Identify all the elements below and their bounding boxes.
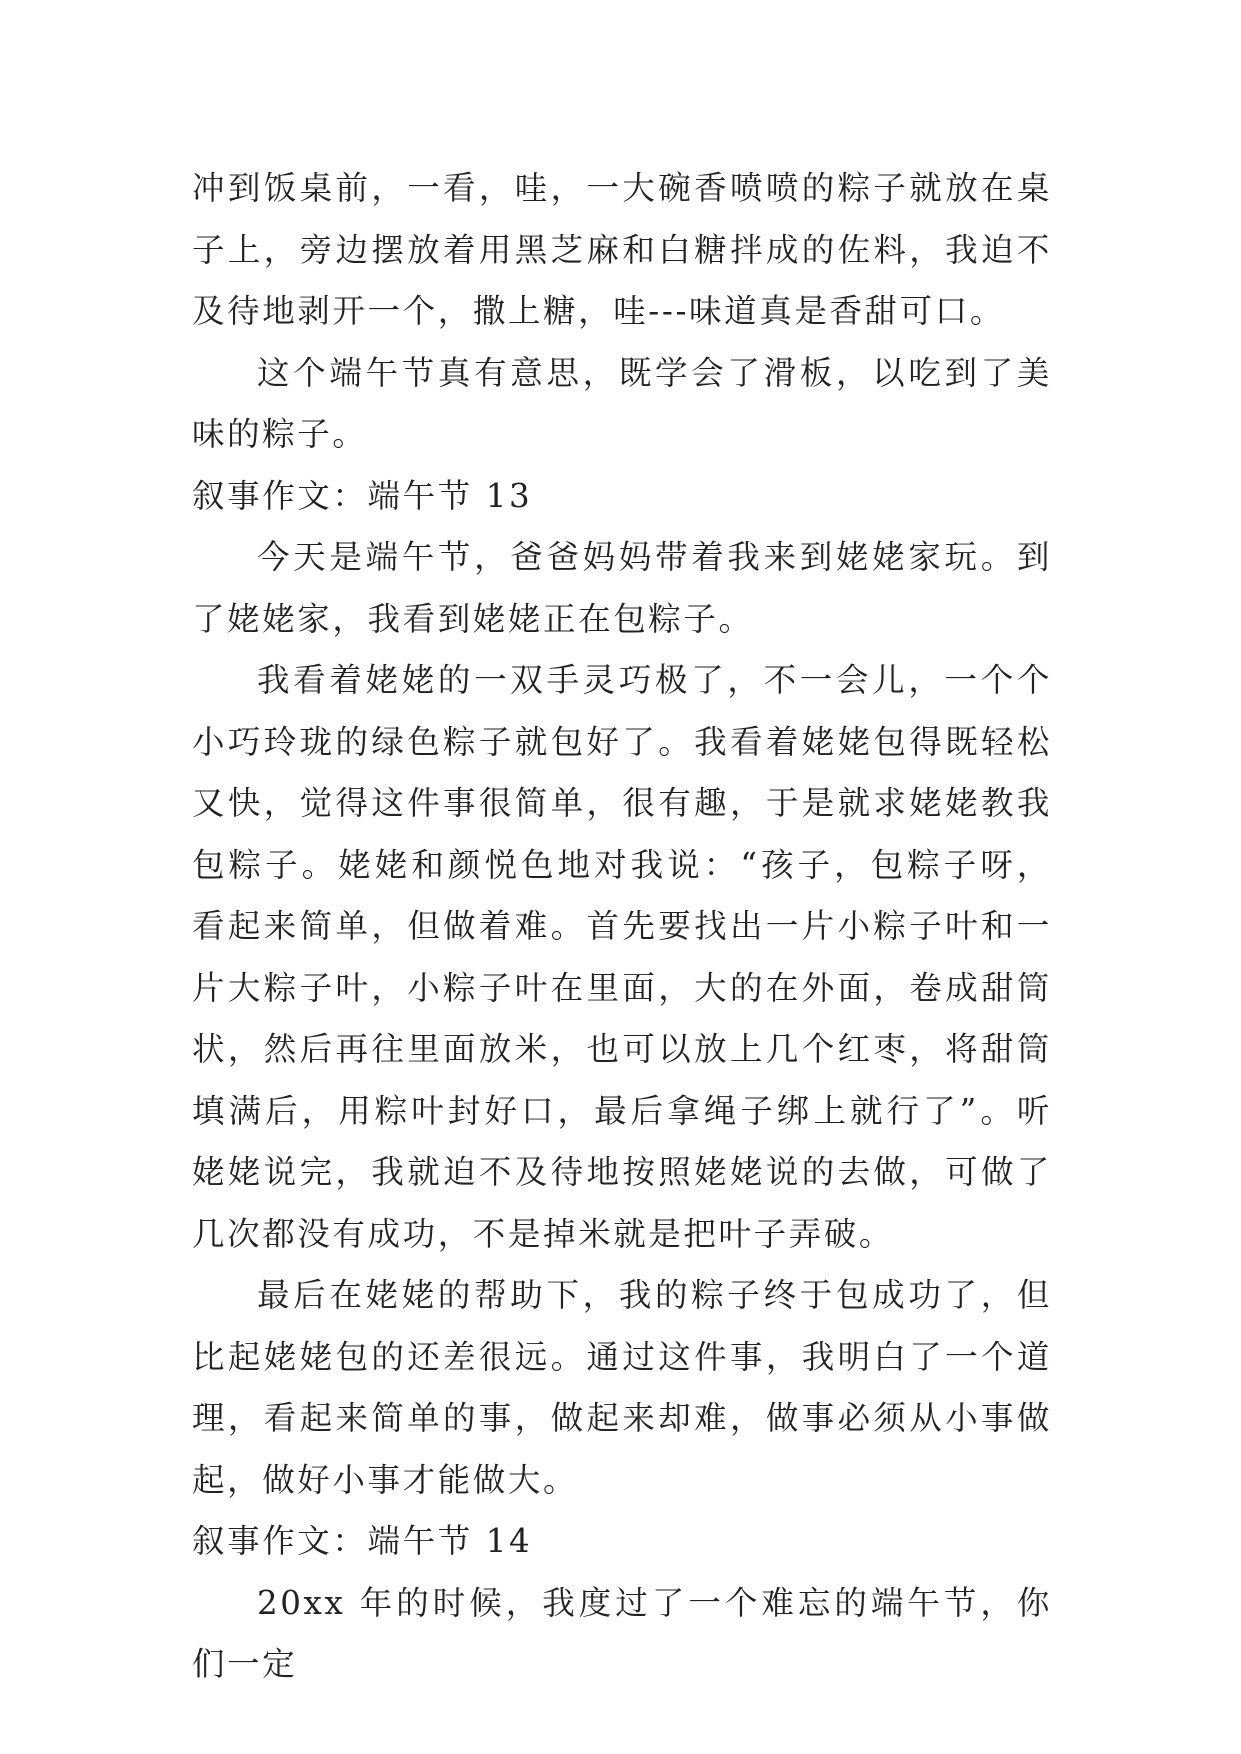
essay-heading-13: 叙事作文：端午节 13 bbox=[192, 476, 533, 515]
paragraph-body-13: 我看着姥姥的一双手灵巧极了，不一会儿，一个个小巧玲珑的绿色粽子就包好了。我看着姥姥包得既轻松又快，觉得这件事很简单，很有趣，于是就求姥姥教我包粽子。姥姥和颜悦色地对我说：“孩子，包粽子呀，看起来简单，但做着难。首先要找出一片小粽子叶和一片大粽子叶，小粽子叶在里面，大的在外面，卷成甜筒状，然后再往里面放米，也可以放上几个红枣，将甜筒填满后，用粽叶封好口，最后拿绳子绑上就行了”。听姥姥说完，我就迫不及待地按照姥姥说的去做，可做了几次都没有成功，不是掉米就是把叶子弄破。 bbox=[192, 661, 1052, 1253]
document-body bbox=[192, 158, 1052, 1696]
paragraph-conclusion-13: 最后在姥姥的帮助下，我的粽子终于包成功了，但比起姥姥包的还差很远。通过这件事，我明白了一个道理，看起来简单的事，做起来却难，做事必须从小事做起，做好小事才能做大。 bbox=[192, 1276, 1052, 1499]
paragraph-intro-14: 20xx 年的时候，我度过了一个难忘的端午节，你们一定 bbox=[192, 1583, 1052, 1683]
paragraph-intro-13: 今天是端午节，爸爸妈妈带着我来到姥姥家玩。到了姥姥家，我看到姥姥正在包粽子。 bbox=[192, 538, 1052, 638]
essay-heading-14: 叙事作文：端午节 14 bbox=[192, 1522, 533, 1560]
paragraph-continuation: 冲到饭桌前，一看，哇，一大碗香喷喷的粽子就放在桌子上，旁边摆放着用黑芝麻和白糖拌成的佐料，我迫不及待地剥开一个，撒上糖，哇---味道真是香甜可口。 bbox=[192, 169, 1052, 330]
paragraph-conclusion-12: 这个端午节真有意思，既学会了滑板，以吃到了美味的粽子。 bbox=[192, 353, 1052, 453]
